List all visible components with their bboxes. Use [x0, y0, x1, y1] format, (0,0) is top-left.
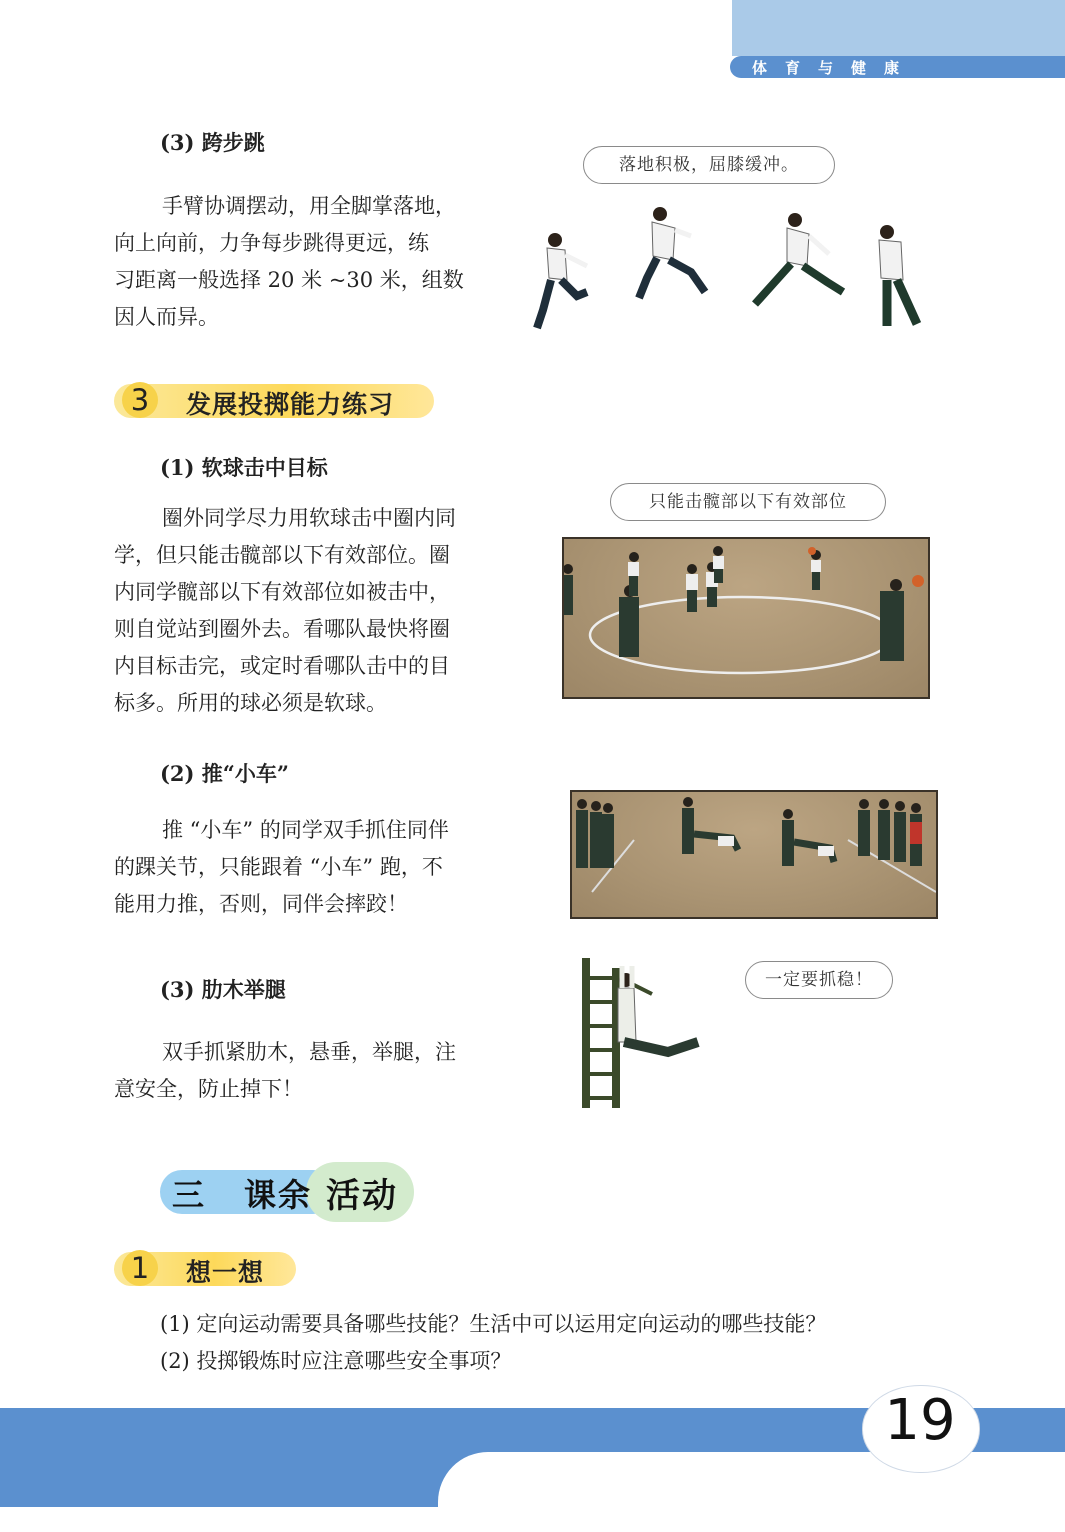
jumper-figure [755, 213, 843, 304]
chapter-banner [160, 1162, 416, 1222]
text-line: 内目标击完，或定时看哪队击中的目 [114, 654, 450, 678]
section-number: 3 [122, 382, 158, 418]
text-line: 双手抓紧肋木，悬垂，举腿，注 [162, 1040, 456, 1064]
wheelbarrow-photo [570, 790, 938, 919]
text-line: 标多。所用的球必须是软球。 [114, 691, 387, 715]
chapter-number: 三 [172, 1176, 205, 1214]
text-line: 习距离一般选择 20 米 ~30 米，组数 [114, 268, 464, 292]
section-title: 想一想 [186, 1258, 265, 1287]
speech-bubble: 落地积极，屈膝缓冲。 [583, 146, 835, 184]
paragraph-wheelbarrow [114, 812, 514, 923]
footer-white-wave [438, 1452, 1065, 1532]
subheading-soft-ball: (1) 软球击中目标 [160, 455, 328, 480]
speech-bubble: 一定要抓稳！ [745, 961, 893, 999]
header-tab [732, 0, 1065, 56]
section-banner-throwing [114, 384, 434, 418]
jumper-figure [879, 225, 917, 326]
section-title: 发展投掷能力练习 [186, 390, 395, 419]
paragraph-soft-ball [114, 500, 519, 722]
text-line: 则自觉站到圈外去。看哪队最快将圈 [114, 617, 450, 641]
text-line: 圈外同学尽力用软球击中圈内同 [162, 506, 456, 530]
text-line: 因人而异。 [114, 305, 219, 329]
text-line: 意安全，防止掉下！ [114, 1077, 303, 1101]
section-banner-think [114, 1252, 296, 1286]
paragraph-wall-bars [114, 1034, 514, 1108]
text-line: 的踝关节，只能跟着 “小车” 跑，不 [114, 855, 443, 879]
text-line: 向上向前，力争每步跳得更远，练 [114, 231, 429, 255]
running-header: 体育与健康 [752, 59, 918, 77]
text-line: 学，但只能击髋部以下有效部位。圈 [114, 543, 450, 567]
text-line: 能用力推，否则，同伴会摔跤！ [114, 892, 408, 916]
section-number: 1 [122, 1250, 158, 1286]
text-line: 手臂协调摆动，用全脚掌落地， [162, 194, 456, 218]
text-line: 推 “小车” 的同学双手抓住同伴 [162, 818, 449, 842]
chapter-title-part1: 课余 [244, 1176, 313, 1214]
chapter-title-part2: 活动 [326, 1176, 398, 1216]
question-item: (1) 定向运动需要具备哪些技能？生活中可以运用定向运动的哪些技能？ [160, 1312, 827, 1336]
jumper-figure [537, 233, 587, 328]
question-list [160, 1306, 960, 1380]
question-item: (2) 投掷锻炼时应注意哪些安全事项？ [160, 1349, 512, 1373]
subheading-wall-bars: (3) 肋木举腿 [160, 977, 286, 1002]
subheading-wheelbarrow: (2) 推“小车” [160, 761, 289, 786]
jumper-figure [639, 207, 705, 298]
wall-bars-photo [578, 958, 708, 1108]
text-line: 内同学髋部以下有效部位如被击中， [114, 580, 450, 604]
paragraph-stride-jump [114, 188, 504, 336]
subheading-stride-jump: (3) 跨步跳 [160, 130, 265, 155]
page-number: 19 [884, 1388, 956, 1453]
speech-bubble: 只能击髋部以下有效部位 [610, 483, 886, 521]
stride-jump-photo [525, 200, 945, 340]
dodgeball-photo [562, 537, 930, 699]
